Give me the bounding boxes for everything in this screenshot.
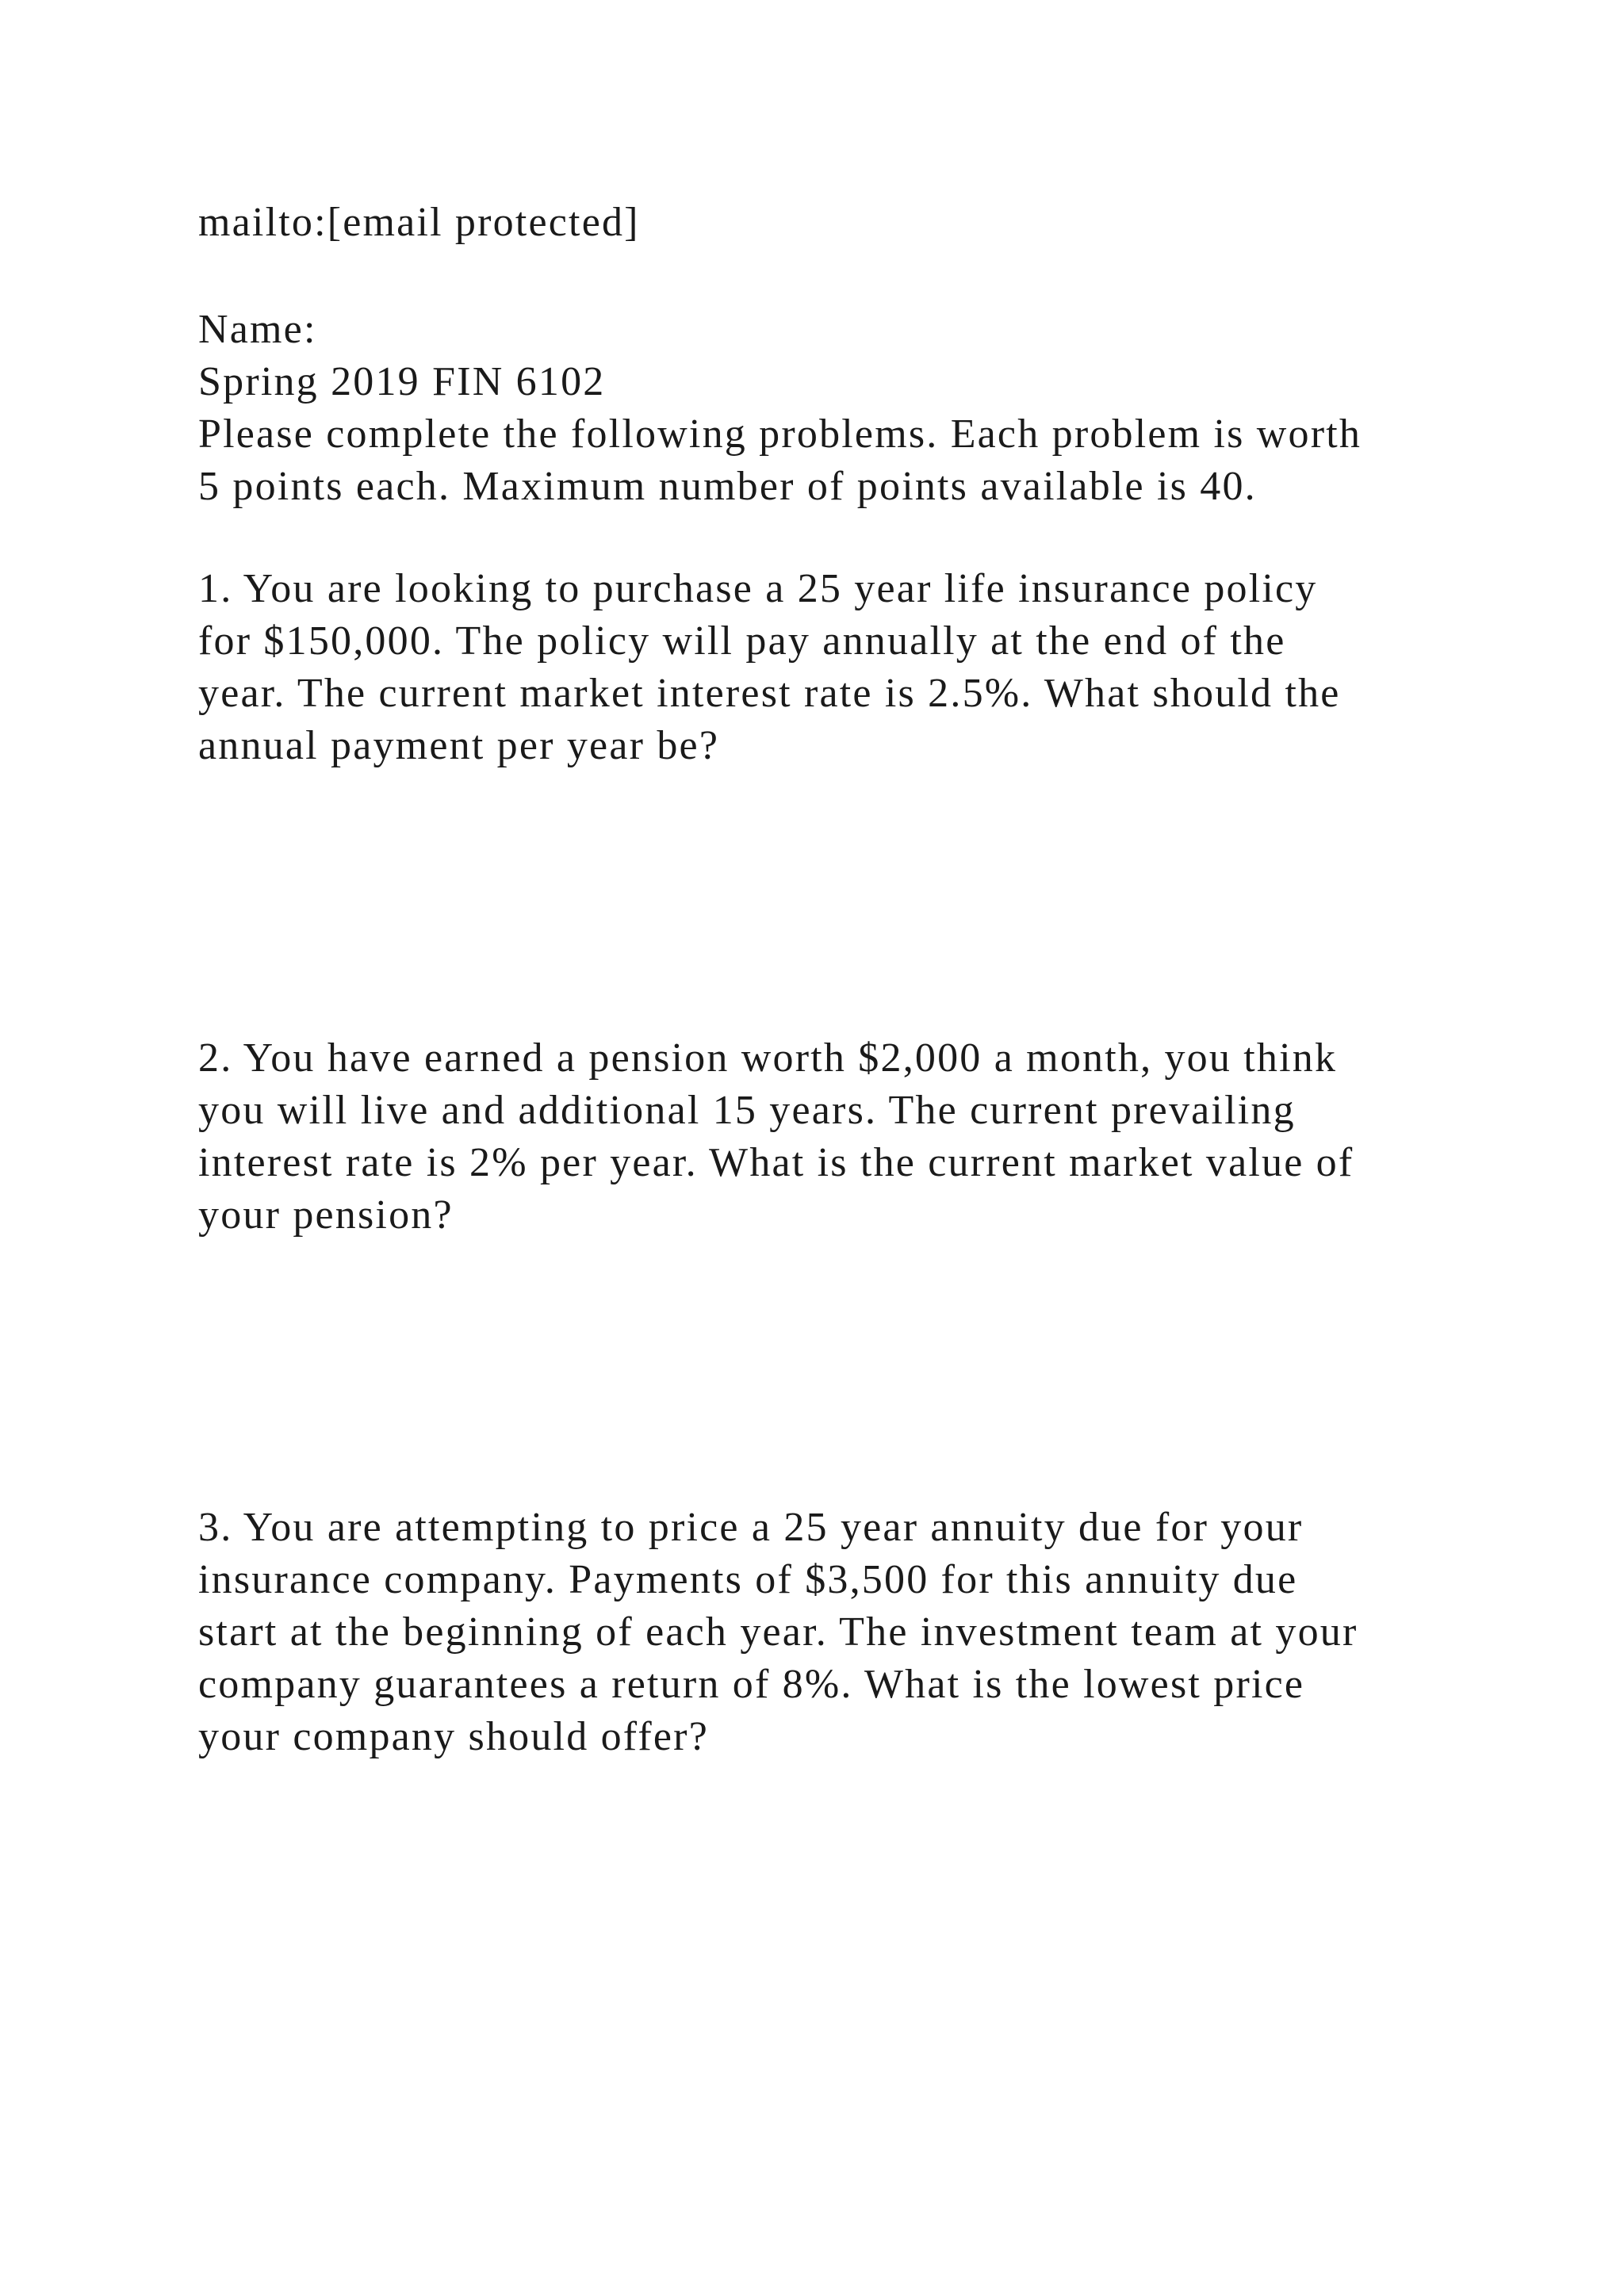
mailto-link[interactable]: mailto:[email protected] xyxy=(198,200,640,245)
problem-1-line-1: 1. You are looking to purchase a 25 year life insurance policy xyxy=(198,566,1318,611)
problem-1-line-2: for $150,000. The policy will pay annually at the end of the xyxy=(198,618,1286,664)
problem-2-line-1: 2. You have earned a pension worth $2,000 a month, you think xyxy=(198,1035,1338,1081)
problem-1-line-4: annual payment per year be? xyxy=(198,723,720,768)
instructions-line-1: Please complete the following problems. Each problem is worth xyxy=(198,411,1362,457)
problem-3-line-1: 3. You are attempting to price a 25 year annuity due for your xyxy=(198,1505,1304,1550)
problem-3-line-2: insurance company. Payments of $3,500 for this annuity due xyxy=(198,1557,1298,1602)
instructions-line-2: 5 points each. Maximum number of points available is 40. xyxy=(198,464,1257,509)
problem-3-line-4: company guarantees a return of 8%. What is the lowest price xyxy=(198,1662,1305,1707)
problem-2-line-4: your pension? xyxy=(198,1192,454,1238)
problem-2-line-2: you will live and additional 15 years. The current prevailing xyxy=(198,1088,1296,1133)
problem-1-line-3: year. The current market interest rate is 2.5%. What should the xyxy=(198,671,1341,716)
name-label: Name: xyxy=(198,307,317,352)
problem-3-line-5: your company should offer? xyxy=(198,1714,709,1759)
course-title: Spring 2019 FIN 6102 xyxy=(198,359,606,404)
problem-2-line-3: interest rate is 2% per year. What is the current market value of xyxy=(198,1140,1354,1185)
problem-3-line-3: start at the beginning of each year. The investment team at your xyxy=(198,1609,1358,1655)
